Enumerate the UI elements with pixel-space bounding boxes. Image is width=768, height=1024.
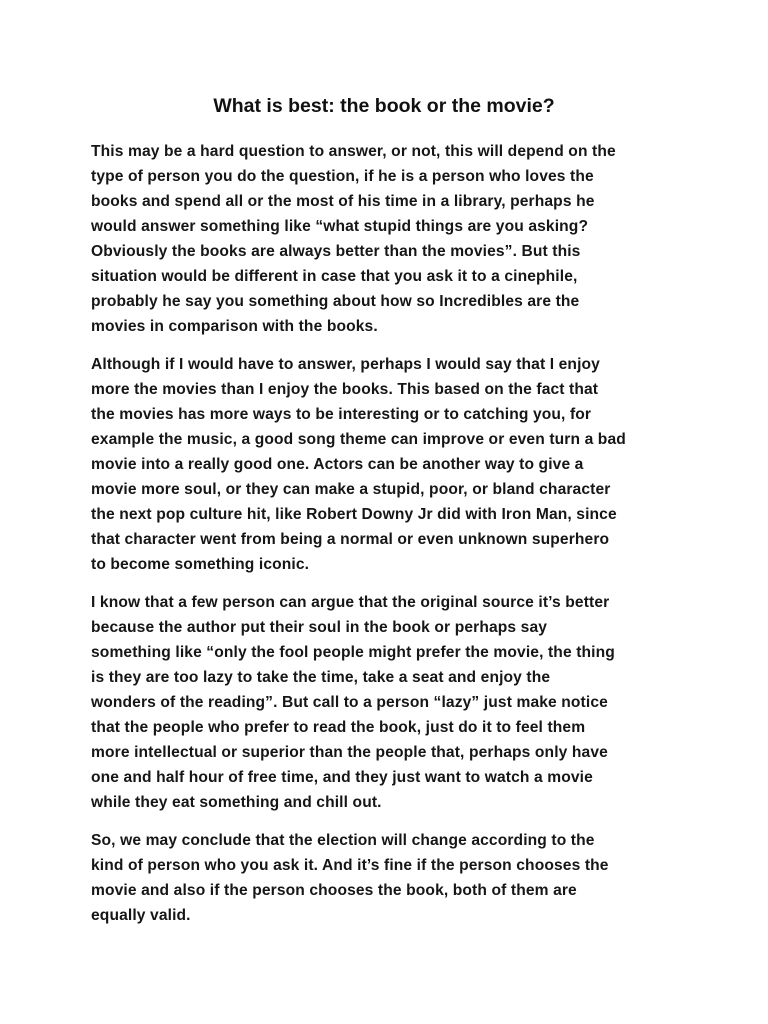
text-line: Although if I would have to answer, perhaps I would say that I enjoy <box>91 356 600 373</box>
text-line: that the people who prefer to read the book, just do it to feel them <box>91 719 586 736</box>
text-line: situation would be different in case that you ask it to a cinephile, <box>91 268 578 285</box>
text-line: type of person you do the question, if he is a person who loves the <box>91 168 594 185</box>
text-line: books and spend all or the most of his time in a library, perhaps he <box>91 193 595 210</box>
text-line: movies in comparison with the books. <box>91 318 378 335</box>
text-line: more intellectual or superior than the people that, perhaps only have <box>91 744 608 761</box>
text-line: probably he say you something about how so Incredibles are the <box>91 293 580 310</box>
document-title: What is best: the book or the movie? <box>213 95 555 117</box>
paragraph <box>91 139 691 339</box>
text-line: one and half hour of free time, and they just want to watch a movie <box>91 769 593 786</box>
text-line: wonders of the reading”. But call to a person “lazy” just make notice <box>91 694 608 711</box>
paragraph <box>91 828 691 928</box>
text-line: to become something iconic. <box>91 556 310 573</box>
document-body <box>91 139 691 941</box>
text-line: Obviously the books are always better than the movies”. But this <box>91 243 581 260</box>
paragraph <box>91 352 691 577</box>
text-line: because the author put their soul in the book or perhaps say <box>91 619 548 636</box>
text-line: movie and also if the person chooses the book, both of them are <box>91 882 577 899</box>
text-line: the next pop culture hit, like Robert Downy Jr did with Iron Man, since <box>91 506 617 523</box>
text-line: equally valid. <box>91 907 191 924</box>
text-line: would answer something like “what stupid things are you asking? <box>91 218 589 235</box>
text-line: movie into a really good one. Actors can be another way to give a <box>91 456 584 473</box>
text-line: example the music, a good song theme can improve or even turn a bad <box>91 431 626 448</box>
text-line: something like “only the fool people might prefer the movie, the thing <box>91 644 615 661</box>
text-line: more the movies than I enjoy the books. This based on the fact that <box>91 381 599 398</box>
text-line: movie more soul, or they can make a stupid, poor, or bland character <box>91 481 611 498</box>
text-line: that character went from being a normal or even unknown superhero <box>91 531 610 548</box>
text-line: kind of person who you ask it. And it’s fine if the person chooses the <box>91 857 609 874</box>
text-line: the movies has more ways to be interesting or to catching you, for <box>91 406 592 423</box>
text-line: while they eat something and chill out. <box>91 794 382 811</box>
paragraph <box>91 590 691 815</box>
text-line: This may be a hard question to answer, or not, this will depend on the <box>91 143 616 160</box>
text-line: is they are too lazy to take the time, take a seat and enjoy the <box>91 669 551 686</box>
text-line: So, we may conclude that the election will change according to the <box>91 832 595 849</box>
text-line: I know that a few person can argue that the original source it’s better <box>91 594 610 611</box>
